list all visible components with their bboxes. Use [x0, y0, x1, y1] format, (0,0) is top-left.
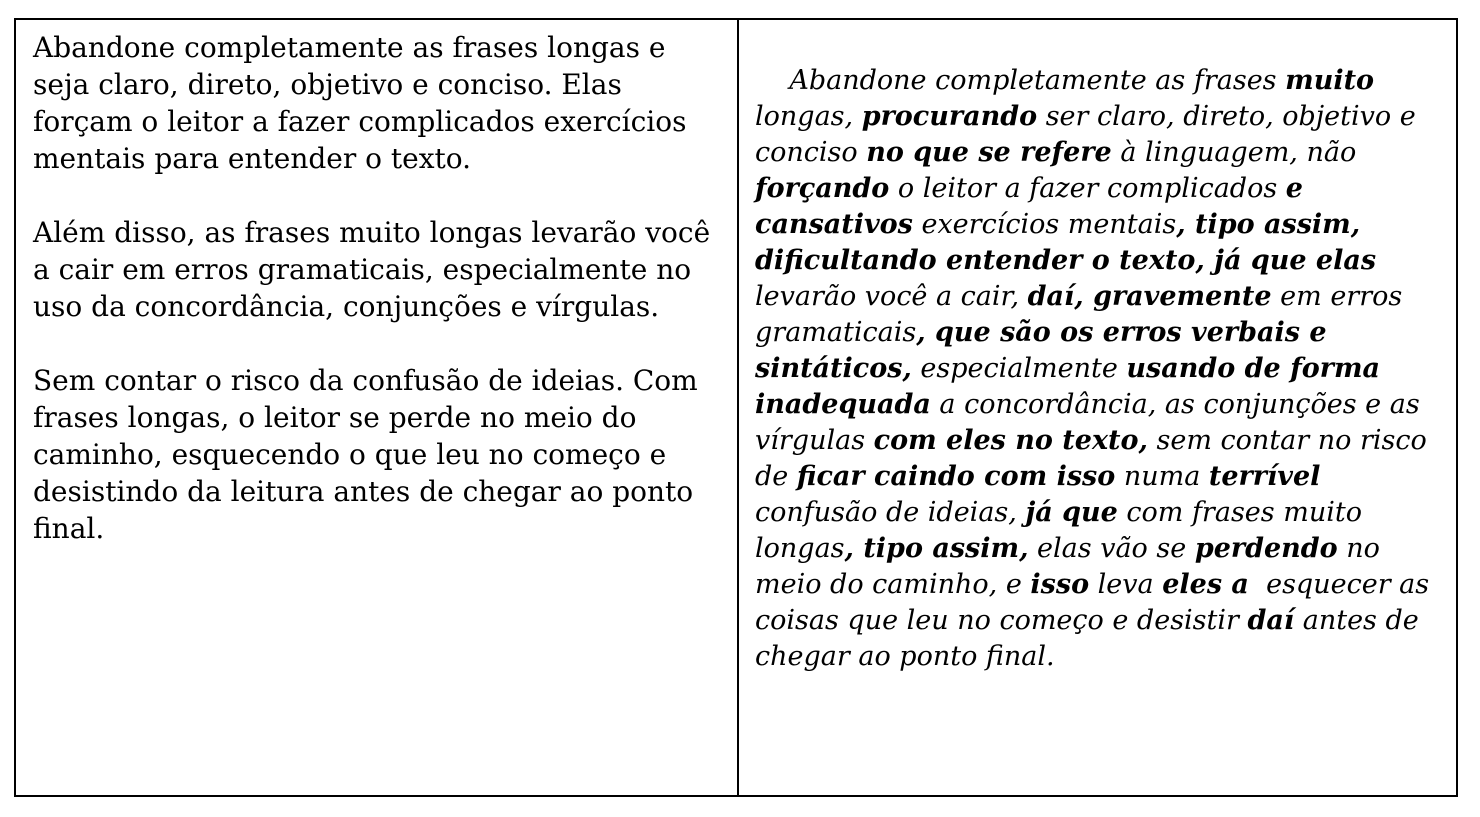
text-run: confusão de ideias, [755, 461, 1329, 528]
bold-run: perdendo [1194, 533, 1338, 564]
text-run: levarão você a cair, [755, 245, 1385, 312]
bold-run: terrível [1208, 461, 1321, 492]
text-run: sem contar no risco de [755, 425, 1436, 492]
original-paragraph-2: Além disso, as frases muito longas levarão você a cair em erros gramaticais, especialmente no uso da concordância, conjunções e vírgulas. [33, 216, 711, 323]
bold-run: daí [1247, 605, 1295, 636]
text-run: leva [1089, 569, 1163, 600]
text-run: o leitor a fazer complicados [889, 173, 1286, 204]
text-run: antes de chegar ao ponto final. [755, 605, 1428, 672]
bold-run: ficar caindo com isso [796, 461, 1116, 492]
original-paragraph-1: Abandone completamente as frases longas e seja claro, direto, objetivo e conciso. Elas forçam o leitor a fazer complicados exercícios mentais para entender o texto. [33, 31, 687, 175]
text-run: esquecer as coisas que leu no começo e desistir [755, 569, 1438, 636]
text-run: no meio do caminho, e [755, 533, 1389, 600]
original-text-cell [16, 20, 739, 795]
text-run: Abandone completamente as frases [789, 65, 1286, 96]
bold-run: forçando [755, 173, 890, 204]
original-paragraph-3: Sem contar o risco da confusão de ideias. Com frases longas, o leitor se perde no meio do caminho, esquecendo o que leu no começo e desistindo da leitura antes de chegar ao ponto final. [33, 364, 698, 545]
text-run: exercícios mentais [912, 209, 1177, 240]
text-run: elas vão se [1028, 533, 1195, 564]
bold-run: procurando [861, 101, 1038, 132]
text-run: longas, [755, 65, 1383, 132]
bold-run: e cansativos [755, 173, 1313, 240]
text-run: numa [1115, 461, 1209, 492]
bold-run: , tipo assim, [844, 533, 1029, 564]
rewritten-text-cell [739, 20, 1456, 795]
bold-run: com eles no texto, [873, 425, 1148, 456]
text-run: a concordância, as conjunções e as vírgulas [755, 389, 1429, 456]
bold-run: , tipo assim, dificultando entender o texto, já que elas [755, 209, 1377, 276]
text-run: com frases muito longas [755, 497, 1371, 564]
bold-run: já que [1025, 497, 1118, 528]
text-run: em erros gramaticais [755, 281, 1411, 348]
bold-run: , que são os erros verbais e sintáticos, [755, 317, 1336, 384]
bold-run: no que se refere [866, 137, 1112, 168]
text-run: ser claro, direto, objetivo e conciso [755, 101, 1425, 168]
text-run: especialmente [911, 353, 1127, 384]
bold-run: muito [1285, 65, 1375, 96]
bold-run: eles a [1162, 569, 1249, 600]
rewritten-text [755, 65, 1438, 672]
bold-run: daí, gravemente [1027, 281, 1272, 312]
bold-run: usando de forma inadequada [755, 353, 1390, 420]
comparison-table [14, 18, 1458, 797]
text-run: à linguagem, não [1111, 137, 1365, 168]
bold-run: isso [1030, 569, 1090, 600]
